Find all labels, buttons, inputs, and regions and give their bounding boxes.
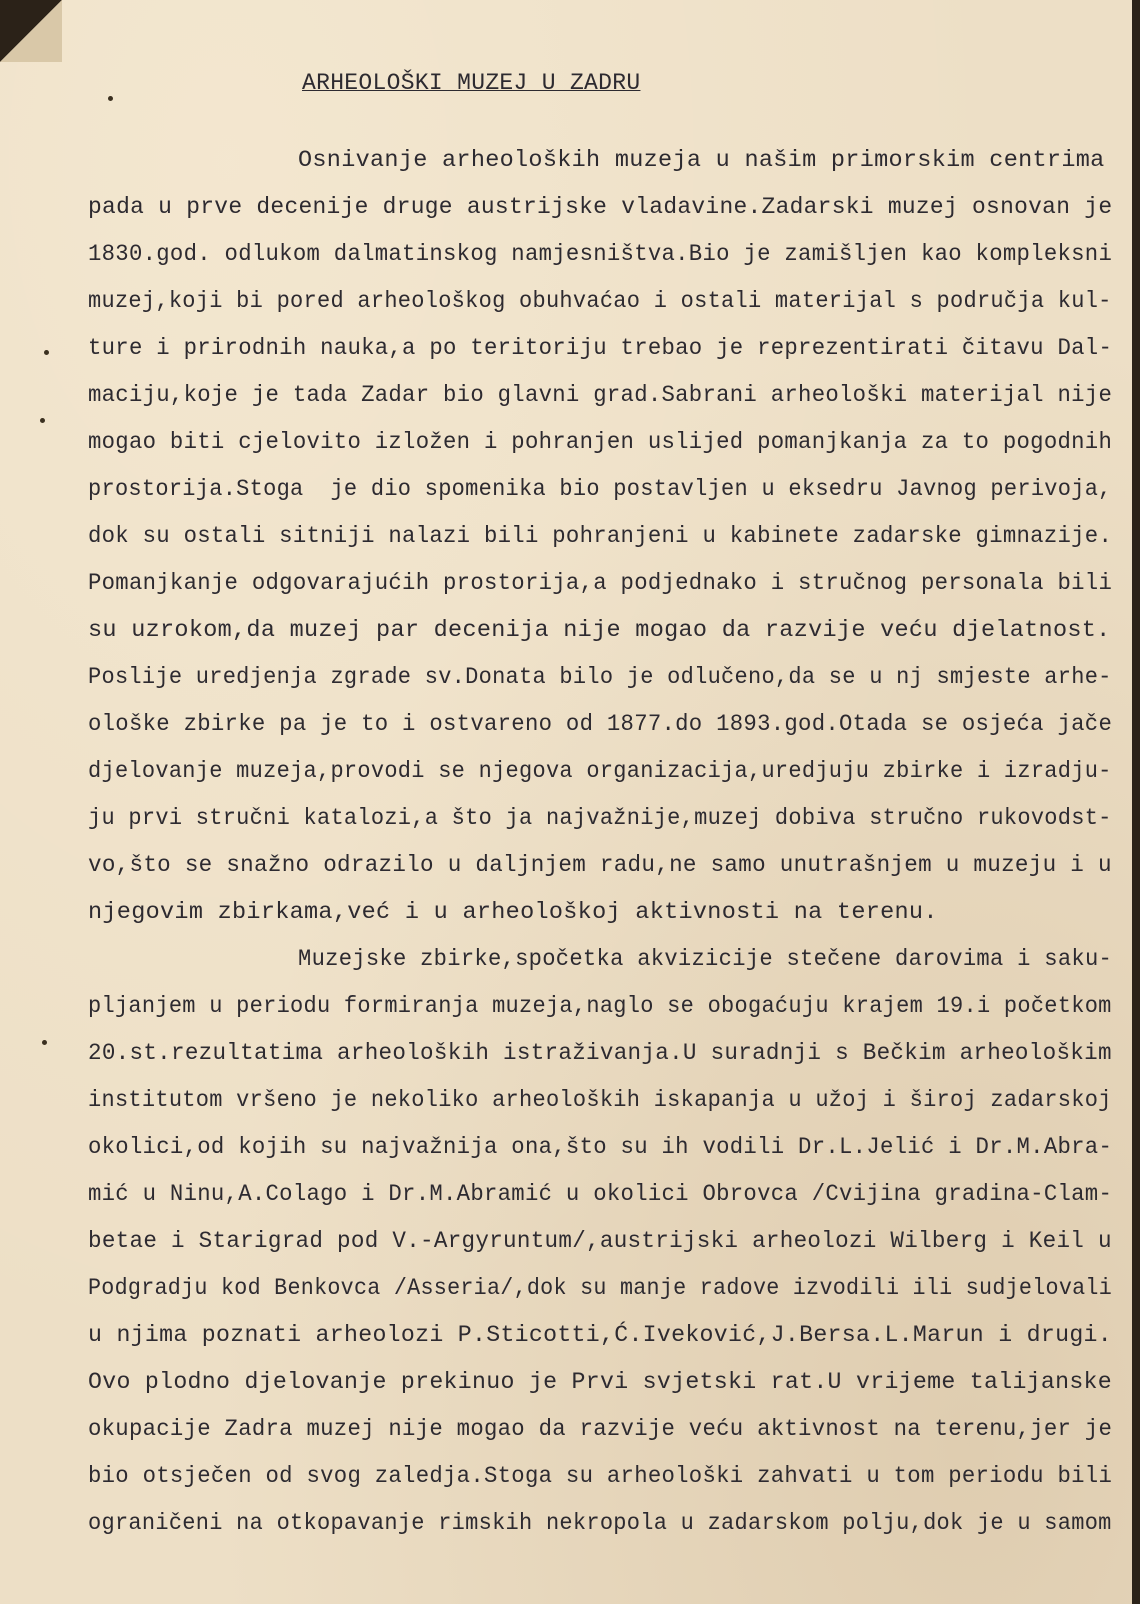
document-title: ARHEOLOŠKI MUZEJ U ZADRU (302, 70, 641, 96)
paragraph-line: okolici,od kojih su najvažnija ona,što su ih vodili Dr.L.Jelić i Dr.M.Abra- (88, 1134, 1113, 1161)
paragraph-line: ograničeni na otkopavanje rimskih nekropola u zadarskom polju,dok je u samom (88, 1510, 1112, 1537)
paragraph-line: Poslije uredjenja zgrade sv.Donata bilo je odlučeno,da se u nj smjeste arhe- (88, 664, 1112, 691)
paragraph-line: Ovo plodno djelovanje prekinuo je Prvi svjetski rat.U vrijeme talijanske (88, 1369, 1113, 1396)
paragraph-line: ju prvi stručni katalozi,a što ja najvažnije,muzej dobiva stručno rukovodst- (88, 805, 1112, 832)
paragraph-line: 1830.god. odlukom dalmatinskog namjesništva.Bio je zamišljen kao kompleksni (88, 241, 1113, 268)
paragraph-line: pljanjem u periodu formiranja muzeja,naglo se obogaćuju krajem 19.i početkom (88, 993, 1112, 1020)
paragraph-line: Osnivanje arheoloških muzeja u našim primorskim centrima (298, 147, 1105, 174)
paragraph-line: mogao biti cjelovito izložen i pohranjen uslijed pomanjkanja za to pogodnih (88, 429, 1113, 456)
paragraph-line: betae i Starigrad pod V.-Argyruntum/,austrijski arheolozi Wilberg i Keil u (88, 1228, 1112, 1255)
paragraph-line: Pomanjkanje odgovarajućih prostorija,a podjednako i stručnog personala bili (88, 570, 1113, 597)
paragraph-line: pada u prve decenije druge austrijske vladavine.Zadarski muzej osnovan je (88, 194, 1113, 221)
punch-mark (40, 418, 45, 423)
paragraph-line: njegovim zbirkama,već i u arheološkoj aktivnosti na terenu. (88, 899, 938, 926)
paragraph-line: okupacije Zadra muzej nije mogao da razvije veću aktivnost na terenu,jer je (88, 1416, 1113, 1443)
punch-mark (44, 350, 49, 355)
paragraph-line: dok su ostali sitniji nalazi bili pohranjeni u kabinete zadarske gimnazije. (88, 523, 1113, 550)
paragraph-line: institutom vršeno je nekoliko arheoloških iskapanja u užoj i široj zadarskoj (88, 1087, 1112, 1114)
punch-mark (42, 1040, 47, 1045)
paragraph-line: bio otsječen od svog zaledja.Stoga su arheološki zahvati u tom periodu bili (88, 1463, 1113, 1490)
paragraph-line: prostorija.Stoga je dio spomenika bio postavljen u eksedru Javnog perivoja, (88, 476, 1112, 503)
folded-corner (0, 0, 62, 62)
paragraph-line: ološke zbirke pa je to i ostvareno od 1877.do 1893.god.Otada se osjeća jače (88, 711, 1113, 738)
paragraph-line: Muzejske zbirke,spočetka akvizicije stečene darovima i saku- (298, 946, 1113, 973)
paragraph-line: u njima poznati arheolozi P.Sticotti,Ć.Iveković,J.Bersa.L.Marun i drugi. (88, 1322, 1113, 1349)
ink-dot (108, 96, 113, 101)
paragraph-line: vo,što se snažno odrazilo u daljnjem radu,ne samo unutrašnjem u muzeju i u (88, 852, 1112, 879)
paragraph-line: djelovanje muzeja,provodi se njegova organizacija,uredjuju zbirke i izradju- (88, 758, 1112, 785)
paragraph-line: su uzrokom,da muzej par decenija nije mogao da razvije veću djelatnost. (88, 617, 1111, 644)
paragraph-line: ture i prirodnih nauka,a po teritoriju trebao je reprezentirati čitavu Dal- (88, 335, 1113, 362)
paragraph-line: mić u Ninu,A.Colago i Dr.M.Abramić u okolici Obrovca /Cvijina gradina-Clam- (88, 1181, 1113, 1208)
paragraph-line: Podgradju kod Benkovca /Asseria/,dok su manje radove izvodili ili sudjelovali (88, 1275, 1113, 1302)
scan-edge (1132, 0, 1140, 1604)
paragraph-line: 20.st.rezultatima arheoloških istraživanja.U suradnji s Bečkim arheološkim (88, 1040, 1112, 1067)
paragraph-line: maciju,koje je tada Zadar bio glavni grad.Sabrani arheološki materijal nije (88, 382, 1113, 409)
paragraph-line: muzej,koji bi pored arheološkog obuhvaćao i ostali materijal s područja kul- (88, 288, 1112, 315)
